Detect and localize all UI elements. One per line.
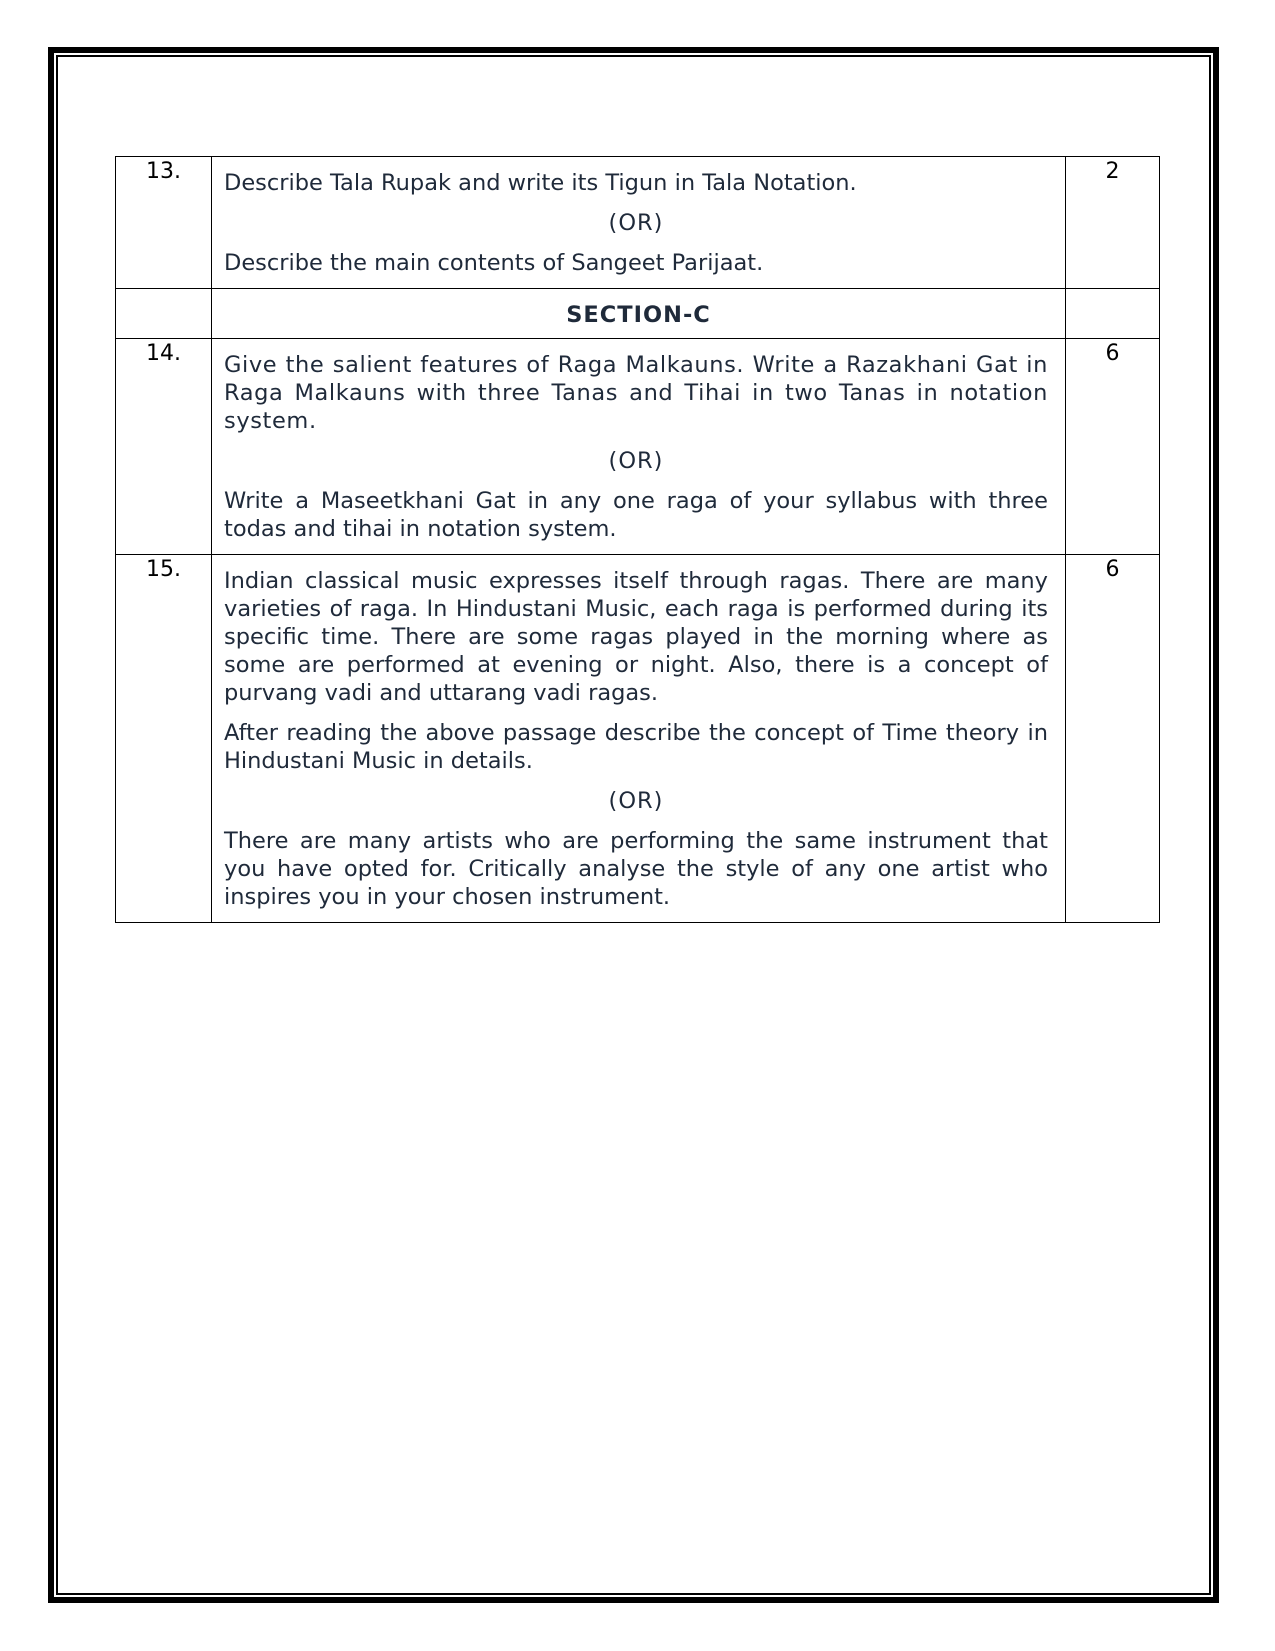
- question-marks: 6: [1066, 339, 1160, 555]
- question-number: 14.: [116, 339, 212, 555]
- table-row-section-c: [116, 289, 1160, 339]
- section-heading: SECTION-C: [212, 289, 1066, 339]
- question-table: [115, 156, 1160, 923]
- question-marks: 6: [1066, 555, 1160, 923]
- table-row-q14: [116, 339, 1160, 555]
- table-row-q15: [116, 555, 1160, 923]
- table-row-q13: [116, 157, 1160, 289]
- question-text: Describe Tala Rupak and write its Tigun in Tala Notation.: [224, 170, 857, 196]
- question-text: After reading the above passage describe the concept of Time theory in Hindustani Music in details.: [224, 720, 1048, 774]
- question-number: 13.: [116, 157, 212, 289]
- question-body: [212, 157, 1066, 289]
- question-text: Give the salient features of Raga Malkauns. Write a Razakhani Gat in Raga Malkauns with three Tanas and Tihai in two Tanas in notation system.: [224, 352, 1048, 434]
- question-body: [212, 339, 1066, 555]
- or-separator: (OR): [608, 210, 664, 236]
- empty-cell: [116, 289, 212, 339]
- passage-text: Indian classical music expresses itself through ragas. There are many varieties of raga. In Hindustani Music, each raga is performed during its specific time. There are some ragas played in the morning where as some are performed at evening or night. Also, there is a concept of purvang vadi and uttarang vadi ragas.: [224, 568, 1048, 706]
- or-separator: (OR): [608, 448, 664, 474]
- question-body: [212, 555, 1066, 923]
- empty-cell: [1066, 289, 1160, 339]
- question-alternative-text: Describe the main contents of Sangeet Parijaat.: [224, 250, 764, 276]
- or-separator: (OR): [608, 788, 664, 814]
- question-number: 15.: [116, 555, 212, 923]
- question-alternative-text: Write a Maseetkhani Gat in any one raga of your syllabus with three todas and tihai in notation system.: [224, 488, 1048, 542]
- question-marks: 2: [1066, 157, 1160, 289]
- question-alternative-text: There are many artists who are performing the same instrument that you have opted for. Critically analyse the style of any one artist who inspires you in your chosen instrument.: [224, 828, 1048, 910]
